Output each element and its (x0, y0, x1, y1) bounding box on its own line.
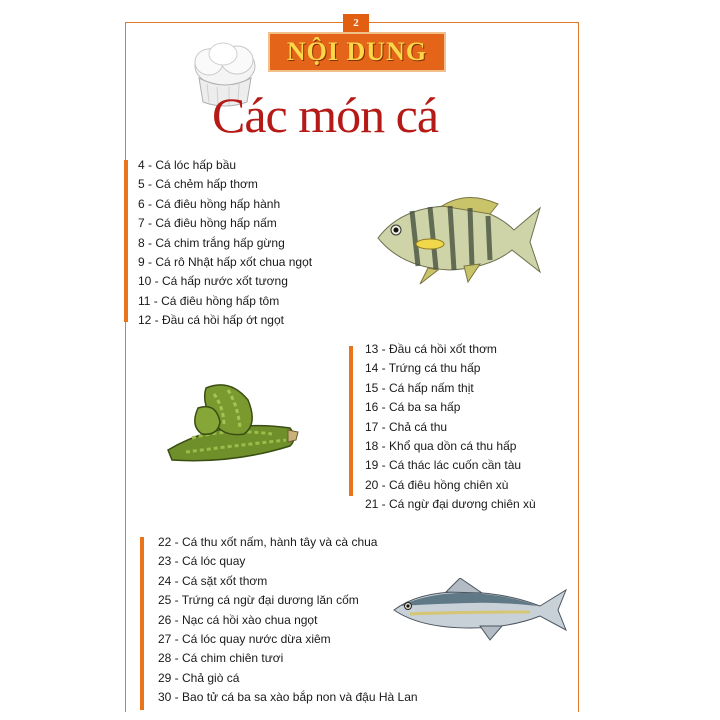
section-1-bar (124, 160, 128, 322)
list-item: 17 - Chả cá thu (365, 419, 448, 434)
striped-fish-image (372, 186, 544, 286)
list-item: 28 - Cá chim chiên tươi (158, 651, 284, 666)
section-3-list (158, 533, 418, 708)
list-item: 21 - Cá ngừ đại dương chiên xù (365, 497, 536, 512)
list-item: 23 - Cá lóc quay (158, 554, 246, 569)
list-item: 25 - Trứng cá ngừ đại dương lăn cốm (158, 593, 359, 608)
frame-right-line (578, 22, 579, 712)
list-item: 26 - Nạc cá hồi xào chua ngọt (158, 612, 318, 627)
page-number: 2 (343, 14, 369, 32)
banner-label: NỘI DUNG (286, 37, 428, 66)
list-item: 16 - Cá ba sa hấp (365, 400, 461, 415)
section-3-bar (140, 537, 144, 710)
list-item: 10 - Cá hấp nước xốt tương (138, 274, 288, 289)
list-item: 15 - Cá hấp nấm thịt (365, 380, 474, 395)
list-item: 8 - Cá chim trắng hấp gừng (138, 235, 285, 250)
section-banner (268, 32, 446, 72)
list-item: 4 - Cá lóc hấp bầu (138, 158, 237, 172)
section-1-list (138, 156, 312, 331)
frame-left-line (125, 22, 126, 712)
list-item: 24 - Cá sặt xốt thơm (158, 573, 268, 588)
list-item: 30 - Bao tử cá ba sa xào bắp non và đậu Hà Lan (158, 690, 418, 705)
page-title: Các món cá (212, 87, 439, 143)
list-item: 12 - Đầu cá hồi hấp ớt ngọt (138, 313, 284, 328)
section-2-bar (349, 346, 353, 496)
list-item: 5 - Cá chẻm hấp thơm (138, 177, 258, 192)
list-item: 11 - Cá điêu hồng hấp tôm (138, 293, 280, 308)
list-item: 6 - Cá điêu hồng hấp hành (138, 196, 281, 211)
list-item: 29 - Chả giò cá (158, 670, 240, 685)
list-item: 7 - Cá điêu hồng hấp nấm (138, 216, 277, 231)
list-item: 9 - Cá rô Nhật hấp xốt chua ngọt (138, 255, 313, 270)
list-item: 14 - Trứng cá thu hấp (365, 361, 481, 376)
list-item: 18 - Khổ qua dồn cá thu hấp (365, 439, 517, 454)
list-item: 27 - Cá lóc quay nước dừa xiêm (158, 632, 331, 647)
bitter-melon-image (162, 378, 302, 478)
list-item: 13 - Đầu cá hồi xốt thơm (365, 342, 497, 356)
section-2-list (365, 340, 536, 515)
mackerel-image (390, 578, 570, 642)
list-item: 22 - Cá thu xốt nấm, hành tây và cà chua (158, 535, 378, 549)
list-item: 19 - Cá thác lác cuốn cần tàu (365, 458, 522, 473)
list-item: 20 - Cá điêu hồng chiên xù (365, 477, 509, 492)
